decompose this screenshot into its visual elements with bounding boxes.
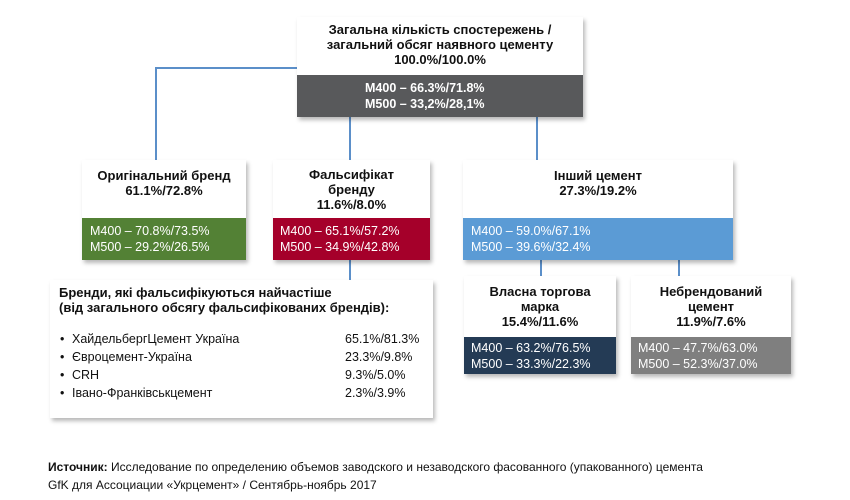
brand-share: 23.3%/9.8%	[345, 350, 413, 364]
node-title: марка	[520, 299, 560, 314]
connector-line	[540, 260, 542, 276]
m400-share: M400 – 66.3%/71.8%	[365, 81, 485, 95]
m500-share: M500 – 52.3%/37.0%	[638, 357, 758, 371]
brand-share: 2.3%/3.9%	[345, 386, 406, 400]
source-note-line2: GfK для Ассоциации «Укрцемент» / Сентябрь-ноябрь 2017	[48, 478, 377, 492]
bullet-icon: •	[60, 368, 65, 382]
other-cement-node	[463, 160, 733, 260]
connector-line	[678, 260, 680, 276]
faked-brands-title	[59, 285, 389, 315]
bullet-icon: •	[60, 350, 65, 364]
node-value: 61.1%/72.8%	[125, 183, 203, 198]
connector-line	[536, 117, 538, 160]
m400-share: M400 – 70.8%/73.5%	[90, 224, 210, 238]
node-title: Небрендований	[659, 284, 763, 299]
connector-line	[155, 67, 157, 160]
brand-name: Євроцемент-Україна	[72, 350, 192, 364]
unbranded-node	[631, 276, 791, 374]
brand-share: 9.3%/5.0%	[345, 368, 406, 382]
other-cement-title	[463, 168, 733, 198]
source-label: Источник:	[48, 460, 108, 474]
total-value: 100.0%/100.0%	[394, 52, 486, 67]
m400-share: M400 – 47.7%/63.0%	[638, 341, 758, 355]
private-label-stats	[464, 337, 616, 374]
connector-line	[155, 67, 297, 69]
node-value: 11.9%/7.6%	[676, 314, 746, 329]
m500-share: M500 – 34.9%/42.8%	[280, 240, 400, 254]
bullet-icon: •	[60, 386, 65, 400]
m500-share: M500 – 33.3%/22.3%	[471, 357, 591, 371]
fake-brand-node	[273, 160, 430, 260]
brand-name: CRH	[72, 368, 100, 382]
original-brand-stats	[82, 218, 246, 260]
node-title: Оригінальний бренд	[97, 168, 231, 183]
list-item	[60, 330, 423, 348]
total-title-line: загальний обсяг наявного цементу	[326, 37, 554, 52]
node-title: цемент	[687, 299, 735, 314]
m400-share: M400 – 59.0%/67.1%	[471, 224, 591, 238]
node-value: 11.6%/8.0%	[316, 197, 387, 212]
faked-brands-title-line: Бренди, які фальсифікуються найчастіше	[59, 285, 332, 300]
connector-line	[349, 260, 351, 280]
private-label-title	[464, 284, 616, 329]
fake-brand-title	[273, 167, 430, 212]
node-title: бренду	[328, 182, 375, 197]
total-title-line: Загальна кількість спостережень /	[328, 22, 552, 37]
total-title	[297, 22, 583, 67]
source-note	[48, 458, 703, 476]
node-title: Фальсифікат	[309, 167, 394, 182]
node-title: Інший цемент	[553, 168, 642, 183]
unbranded-stats	[631, 337, 791, 374]
connector-line	[349, 117, 351, 160]
m500-share: M500 – 39.6%/32.4%	[471, 240, 591, 254]
faked-brands-panel	[50, 280, 433, 418]
total-stats	[297, 75, 583, 117]
node-value: 27.3%/19.2%	[559, 183, 637, 198]
bullet-icon: •	[60, 332, 65, 346]
other-cement-stats	[463, 218, 733, 260]
source-text: Исследование по определению объемов заводского и незаводского фасованного (упакованного) цемента	[107, 460, 703, 474]
m400-share: M400 – 63.2%/76.5%	[471, 341, 591, 355]
node-value: 15.4%/11.6%	[501, 314, 579, 329]
faked-brands-subtitle: (від загального обсягу фальсифікованих брендів):	[59, 300, 390, 315]
original-brand-node	[82, 160, 246, 260]
m500-share: M500 – 33,2%/28,1%	[365, 97, 485, 111]
brand-name: ХайдельбергЦемент Україна	[72, 332, 240, 346]
brand-name: Івано-Франківськцемент	[72, 386, 213, 400]
original-brand-title	[82, 168, 246, 198]
unbranded-title	[631, 284, 791, 329]
node-title: Власна торгова	[489, 284, 591, 299]
total-node	[297, 17, 583, 117]
brand-share: 65.1%/81.3%	[345, 332, 420, 346]
list-item	[60, 384, 423, 402]
list-item	[60, 366, 423, 384]
fake-brand-stats	[273, 218, 430, 260]
m400-share: M400 – 65.1%/57.2%	[280, 224, 400, 238]
list-item	[60, 348, 423, 366]
m500-share: M500 – 29.2%/26.5%	[90, 240, 210, 254]
private-label-node	[464, 276, 616, 374]
